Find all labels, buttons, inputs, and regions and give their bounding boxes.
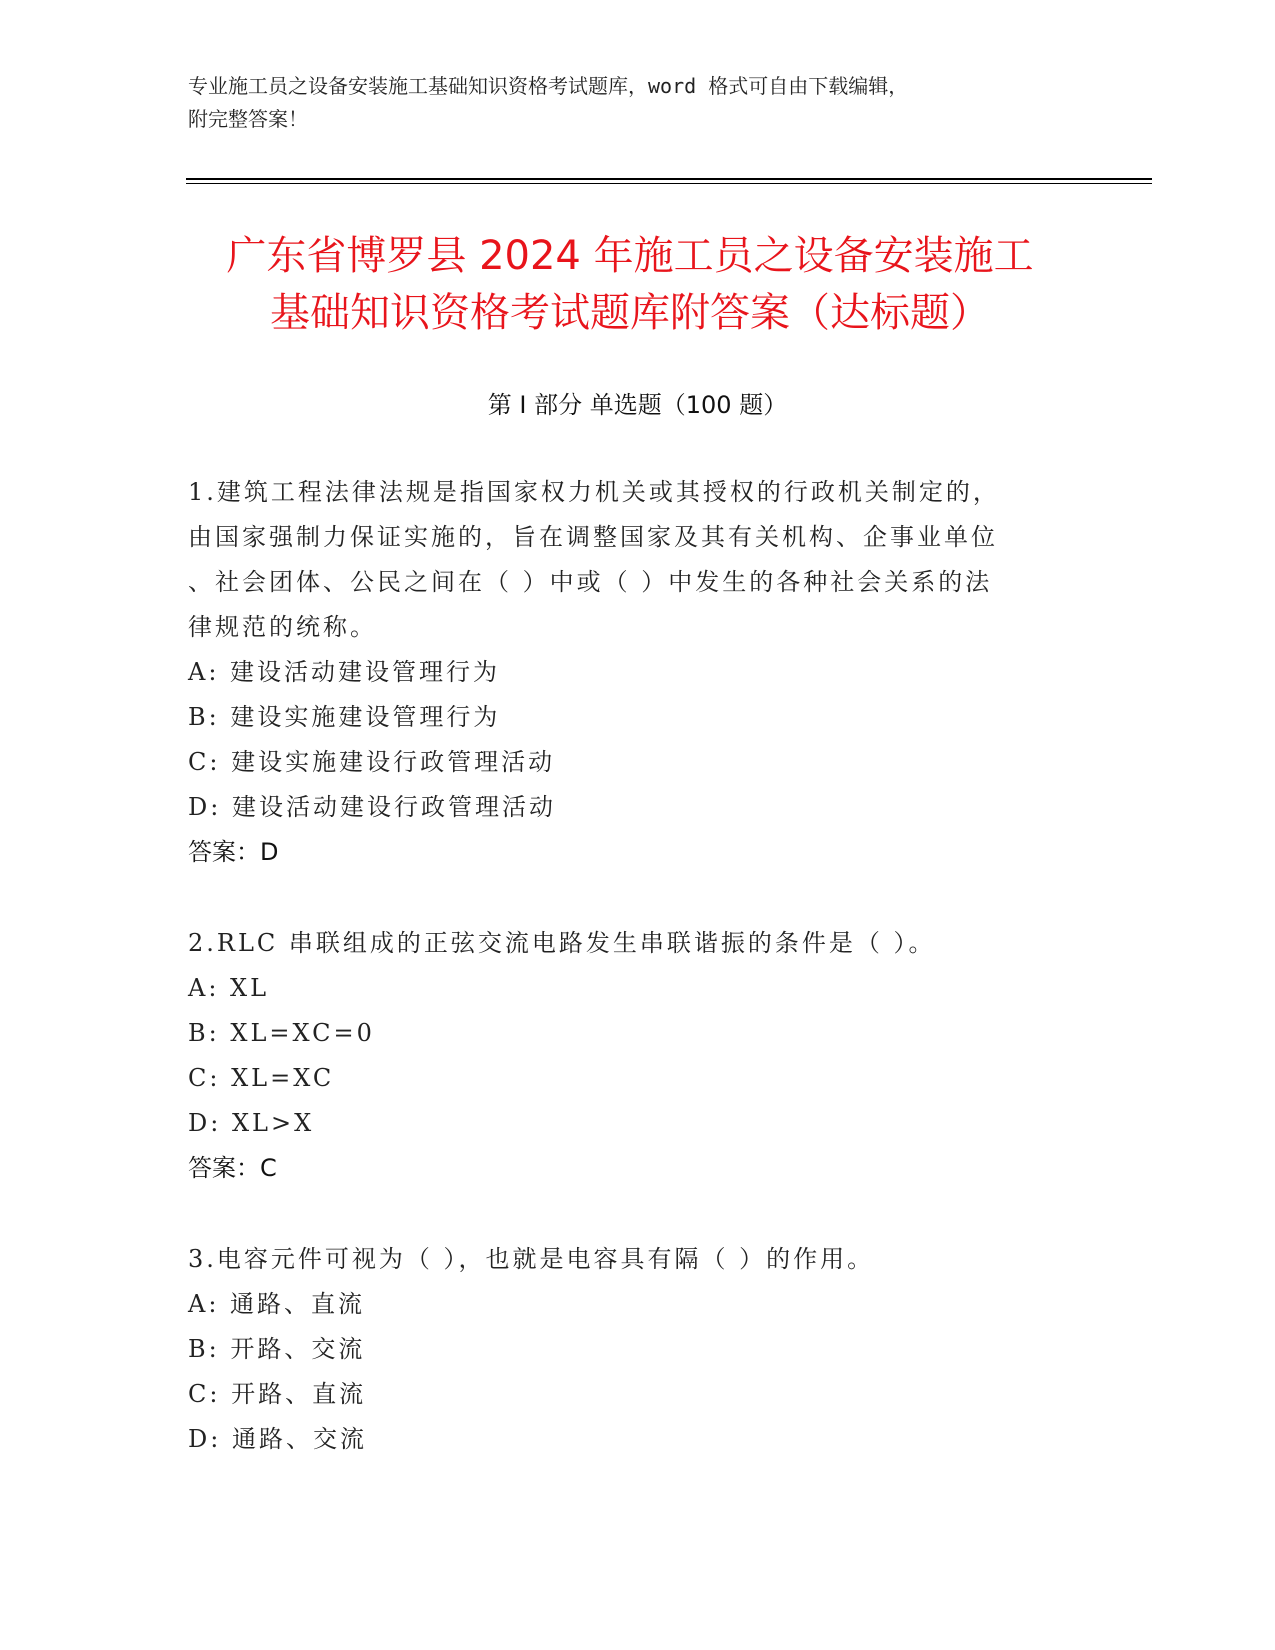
question-stem-line: 1.建筑工程法律法规是指国家权力机关或其授权的行政机关制定的， [188,478,1000,506]
question-list [188,470,1068,1462]
option-c: C: 开路、直流 [188,1380,367,1408]
option-a: A: 通路、直流 [188,1290,366,1318]
header-divider-thin [186,183,1152,184]
question-spacer [188,875,1068,921]
answer: 答案：D [188,838,279,866]
question-stem [188,470,1068,650]
document-title [170,228,1090,342]
option-c: C: 建设实施建设行政管理活动 [188,748,556,776]
question-stem-line: 2.RLC 串联组成的正弦交流电路发生串联谐振的条件是（ ）。 [188,929,936,957]
section-title: 第 I 部分 单选题（100 题） [487,391,788,419]
header-note [188,70,1088,136]
question-stem [188,921,1068,966]
option-d: D: 通路、交流 [188,1425,367,1453]
header-note-line: 专业施工员之设备安装施工基础知识资格考试题库，word 格式可自由下载编辑， [188,74,909,98]
option-c: C: XL=XC [188,1064,335,1092]
question-stem-line: 由国家强制力保证实施的，旨在调整国家及其有关机构、企事业单位 [188,523,998,551]
question-stem [188,1237,1068,1282]
document-title-line: 广东省博罗县 2024 年施工员之设备安装施工 [226,233,1034,279]
question-spacer [188,1191,1068,1237]
option-d: D: 建设活动建设行政管理活动 [188,793,556,821]
question-stem-line: 3.电容元件可视为（ ），也就是电容具有隔（ ）的作用。 [188,1245,875,1273]
option-b: B: 开路、交流 [188,1335,366,1363]
question-stem-line: 律规范的统称。 [188,613,377,641]
question-3 [188,1237,1068,1462]
header-note-line: 附完整答案！ [188,107,308,131]
option-b: B: XL=XC=0 [188,1019,375,1047]
document-title-line: 基础知识资格考试题库附答案（达标题） [270,290,990,336]
question-2 [188,921,1068,1191]
header-divider [186,178,1152,180]
question-stem-line: 、社会团体、公民之间在（ ）中或（ ）中发生的各种社会关系的法 [188,568,993,596]
option-a: A: XL [188,974,270,1002]
option-a: A: 建设活动建设管理行为 [188,658,501,686]
option-d: D: XL>X [188,1109,315,1137]
question-1 [188,470,1068,875]
answer: 答案：C [188,1154,277,1182]
option-b: B: 建设实施建设管理行为 [188,703,501,731]
